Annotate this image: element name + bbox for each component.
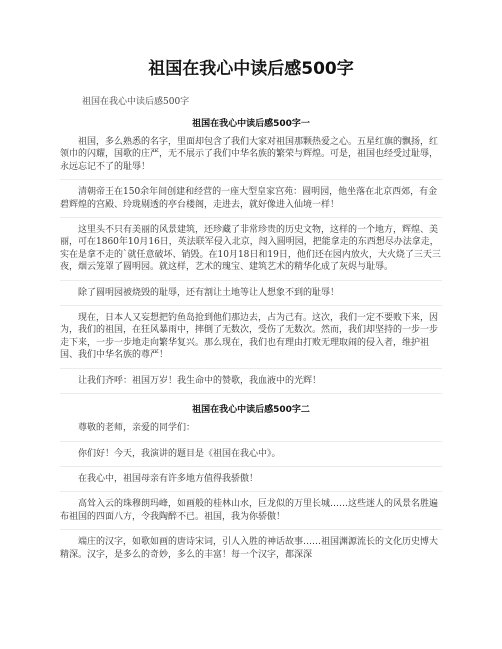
section-2-paragraph-2: 你们好！今天，我演讲的题目是《祖国在我心中》。 xyxy=(60,448,442,467)
section-2-paragraph-5: 端庄的汉字，如歌如画的唐诗宋词，引人入胜的神话故事……祖国渊源流长的文化历史博大精深。汉字，是多么的奇妙，多么的丰富！每一个汉字，都深深 xyxy=(60,537,439,560)
section-1-paragraph-1: 祖国，多么熟悉的名字，里面却包含了我们大家对祖国那颗热爱之心。五星红旗的飘扬，红领巾的闪耀，国歌的庄严，无不展示了我们中华名族的繁荣与辉煌。可是，祖国也经受过耻辱，永远忘记不了的耻辱！ xyxy=(60,136,442,180)
section-2-heading: 祖国在我心中读后感500字二 xyxy=(192,405,310,416)
section-1-paragraph-2: 清朝帝王在150余年间创建和经营的一座大型皇家宫苑：圆明园，他坐落在北京西郊，有金碧辉煌的宫殿、玲珑剔透的亭台楼阁，走进去，就好像进入仙境一样！ xyxy=(60,186,442,218)
section-1-paragraph-4: 除了圆明园被烧毁的耻辱，还有割让土地等让人想象不到的耻辱！ xyxy=(60,287,442,306)
section-2-paragraph-1: 尊敬的老师，亲爱的同学们： xyxy=(60,422,442,441)
section-1-paragraph-5: 现在，日本人又妄想把钓鱼岛抢到他们那边去，占为己有。这次，我们一定不要败下来，因为，我们的祖国，在狂风暴雨中，摔倒了无数次，受伤了无数次。然而，我们却坚持的一步一步走下来，一步一步地走向繁华复兴。那么现在，我们也有理由打败无理取闹的侵入者，维护祖国、我们中华名族的尊严！ xyxy=(60,312,442,369)
section-1-paragraph-3: 这里头不只有美丽的风景建筑，还珍藏了非常珍贵的历史文物，这样的一个地方，辉煌、美丽，可在1860年10月16日，英法联军侵入北京，闯入圆明园，把能拿走的东西想尽办法拿走，实在是拿不走的`就任意破坏、销毁。在10月18日和19日，他们还在园内放火，大火烧了三天三夜，烟云笼罩了圆明园。就这样，艺术的瑰宝、建筑艺术的精华化成了灰烬与耻辱。 xyxy=(60,224,442,281)
section-2-paragraph-4: 高耸入云的珠穆朗玛峰，如画般的桂林山水，巨龙似的万里长城……这些迷人的风景名胜遍布祖国的四面八方，令我陶醉不已。祖国，我为你骄傲！ xyxy=(60,498,442,530)
section-2-paragraph-3: 在我心中，祖国母亲有许多地方值得我骄傲！ xyxy=(60,473,442,492)
document-subtitle: 祖国在我心中读后感500字 xyxy=(82,97,190,107)
document-title: 祖国在我心中读后感500字 xyxy=(148,59,354,79)
section-1-paragraph-6: 让我们齐呼：祖国万岁！我生命中的赞歌，我血液中的光辉！ xyxy=(60,375,442,394)
section-1-heading: 祖国在我心中读后感500字一 xyxy=(192,119,310,129)
